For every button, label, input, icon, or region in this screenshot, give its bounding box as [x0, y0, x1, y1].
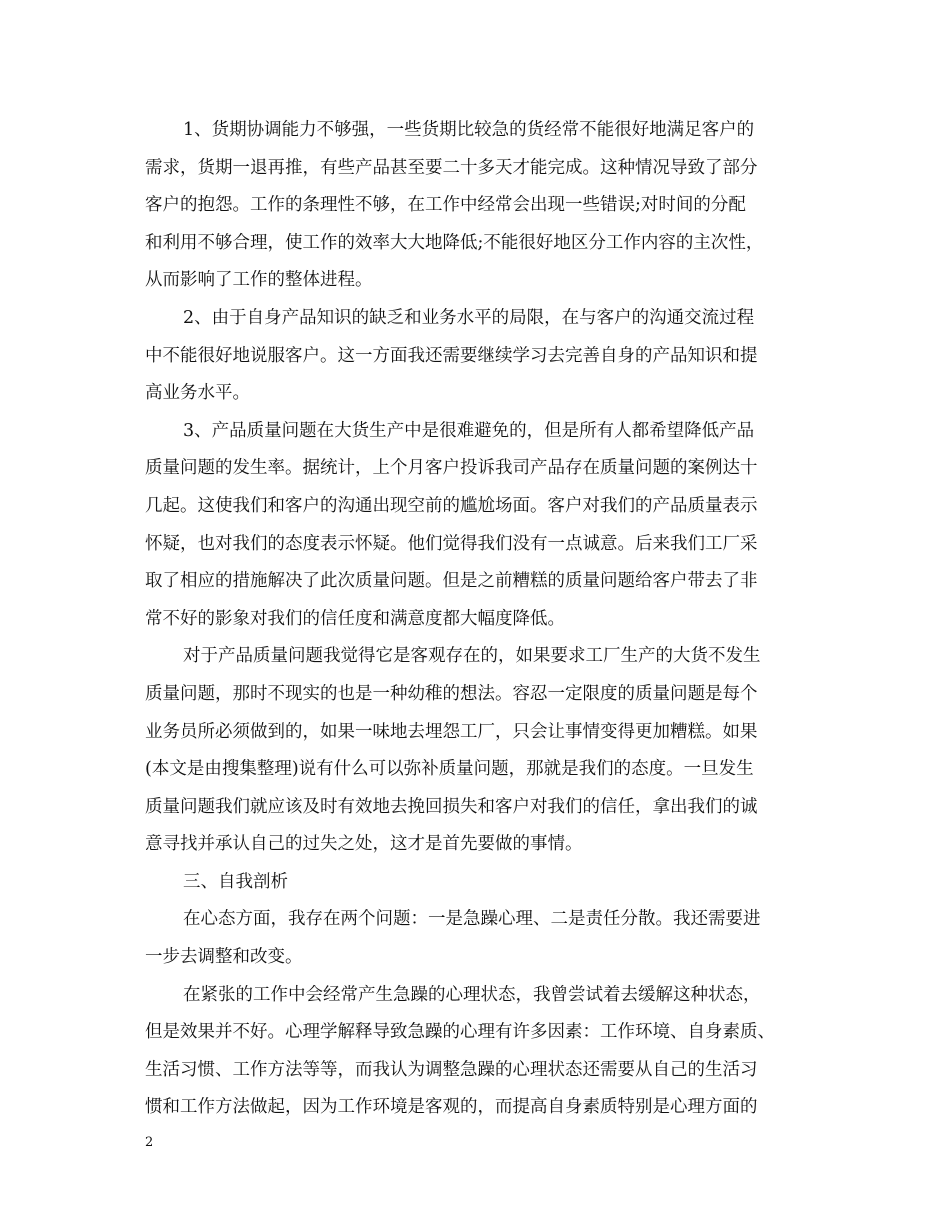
- paragraph-5-line-2: 一步去调整和改变。: [145, 947, 303, 968]
- paragraph-1-line-1: 1、货期协调能力不够强，一些货期比较急的货经常不能很好地满足客户的: [183, 120, 755, 140]
- paragraph-3-line-4: 怀疑，也对我们的态度表示怀疑。他们觉得我们没有一点诚意。后来我们工厂采: [145, 533, 758, 554]
- paragraph-6-line-2: 但是效果并不好。心理学解释导致急躁的心理有许多因素：工作环境、自身素质、: [145, 1022, 775, 1043]
- paragraph-4-line-4: (本文是由搜集整理)说有什么可以弥补质量问题，那就是我们的态度。一旦发生: [145, 759, 754, 780]
- paragraph-5-line-1: 在心态方面，我存在两个问题：一是急躁心理、二是责任分散。我还需要进: [183, 909, 761, 930]
- paragraph-3-line-1: 3、产品质量问题在大货生产中是很难避免的，但是所有人都希望降低产品: [183, 420, 755, 441]
- paragraph-2-line-2: 中不能很好地说服客户。这一方面我还需要继续学习去完善自身的产品知识和提: [145, 345, 758, 366]
- document-body: [145, 112, 805, 1127]
- paragraph-3-line-2: 质量问题的发生率。据统计，上个月客户投诉我司产品存在质量问题的案例达十: [145, 458, 758, 479]
- paragraph-6-line-1: 在紧张的工作中会经常产生急躁的心理状态，我曾尝试着去缓解这种状态，: [183, 984, 761, 1005]
- paragraph-4-line-1: 对于产品质量问题我觉得它是客观存在的，如果要求工厂生产的大货不发生: [183, 646, 761, 667]
- paragraph-4-line-5: 质量问题我们就应该及时有效地去挽回损失和客户对我们的信任，拿出我们的诚: [145, 796, 758, 817]
- paragraph-1-line-4: 和利用不够合理，使工作的效率大大地降低;不能很好地区分工作内容的主次性，: [145, 232, 764, 253]
- paragraph-4-line-2: 质量问题，那时不现实的也是一种幼稚的想法。容忍一定限度的质量问题是每个: [145, 683, 758, 704]
- paragraph-2-line-3: 高业务水平。: [145, 383, 250, 404]
- paragraph-4-line-6: 意寻找并承认自己的过失之处，这才是首先要做的事情。: [145, 834, 583, 855]
- paragraph-1-line-3: 客户的抱怨。工作的条理性不够，在工作中经常会出现一些错误;对时间的分配: [145, 195, 746, 216]
- paragraph-3-line-6: 常不好的影象对我们的信任度和满意度都大幅度降低。: [145, 608, 565, 629]
- paragraph-1-line-5: 从而影响了工作的整体进程。: [145, 270, 373, 291]
- paragraph-1-line-2: 需求，货期一退再推，有些产品甚至要二十多天才能完成。这种情况导致了部分: [145, 157, 758, 178]
- paragraph-4-line-3: 业务员所必须做到的，如果一味地去埋怨工厂，只会让事情变得更加糟糕。如果: [145, 721, 758, 742]
- section-heading-self-analysis: 三、自我剖析: [183, 871, 288, 892]
- paragraph-3-line-5: 取了相应的措施解决了此次质量问题。但是之前糟糕的质量问题给客户带去了非: [145, 571, 758, 592]
- paragraph-6-line-4: 惯和工作方法做起，因为工作环境是客观的，而提高自身素质特别是心理方面的: [145, 1097, 758, 1118]
- paragraph-2-line-1: 2、由于自身产品知识的缺乏和业务水平的局限，在与客户的沟通交流过程: [183, 307, 755, 328]
- page-number: 2: [145, 1135, 154, 1150]
- paragraph-6-line-3: 生活习惯、工作方法等等，而我认为调整急躁的心理状态还需要从自己的生活习: [145, 1059, 758, 1080]
- paragraph-3-line-3: 几起。这使我们和客户的沟通出现空前的尴尬场面。客户对我们的产品质量表示: [145, 495, 758, 516]
